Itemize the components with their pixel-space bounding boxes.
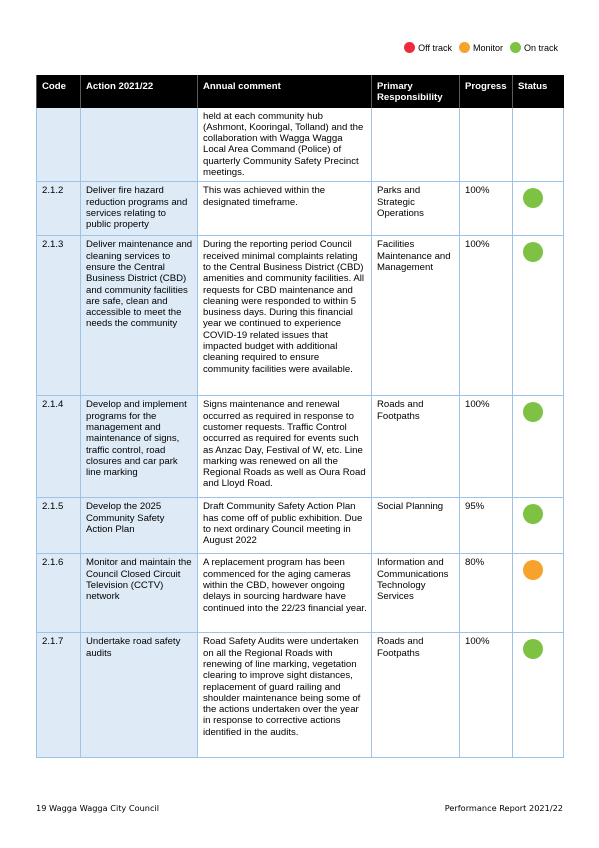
table-header-row: [37, 75, 564, 108]
comment-cell: During the reporting period Council received minimal complaints relating to the Central Business District (CBD) amenities and community facilities. All requests for CBD maintenance and cleaning were responded to within 5 business days. During this financial year we continued to experience COVID-19 related issues that impacted budget with additional cleaning required to ensure community facilities were available.: [198, 236, 372, 396]
table-row: [37, 396, 564, 498]
status-dot-icon: [523, 402, 543, 422]
column-header-action: Action 2021/22: [81, 75, 198, 108]
performance-table: [36, 75, 564, 758]
table-row: [37, 633, 564, 758]
status-cell: [513, 498, 564, 554]
responsibility-cell: Information and Communications Technology Services: [372, 554, 460, 633]
comment-cell: A replacement program has been commenced for the aging cameras within the CBD, however ongoing delays in sourcing hardware have continued into the 22/23 financial year.: [198, 554, 372, 633]
status-dot-icon: [523, 188, 543, 208]
comment-cell: This was achieved within the designated timeframe.: [198, 182, 372, 236]
progress-cell: 95%: [460, 498, 513, 554]
status-dot-icon: [523, 504, 543, 524]
progress-cell: 100%: [460, 396, 513, 498]
code-cell: 2.1.4: [37, 396, 81, 498]
comment-cell: Draft Community Safety Action Plan has come off of public exhibition. Due to next ordinary Council meeting in August 2022: [198, 498, 372, 554]
action-cell: Deliver fire hazard reduction programs and services relating to public property: [81, 182, 198, 236]
status-cell: [513, 108, 564, 182]
legend-label: Off track: [418, 42, 452, 53]
table-row: [37, 108, 564, 182]
status-cell: [513, 633, 564, 758]
action-cell: Deliver maintenance and cleaning services to ensure the Central Business District (CBD) and community facilities are safe, clean and accessible to meet the needs the community: [81, 236, 198, 396]
responsibility-cell: Parks and Strategic Operations: [372, 182, 460, 236]
code-cell: 2.1.7: [37, 633, 81, 758]
status-dot-icon: [523, 560, 543, 580]
code-cell: 2.1.3: [37, 236, 81, 396]
status-dot-icon: [523, 639, 543, 659]
responsibility-cell: Roads and Footpaths: [372, 396, 460, 498]
status-cell: [513, 554, 564, 633]
column-header-comment: Annual comment: [198, 75, 372, 108]
status-cell: [513, 182, 564, 236]
legend-item-on-track: [510, 42, 558, 53]
column-header-responsibility: Primary Responsibility: [372, 75, 460, 108]
table-row: [37, 182, 564, 236]
column-header-code: Code: [37, 75, 81, 108]
comment-cell: Signs maintenance and renewal occurred as required in response to customer requests. Traffic Control occurred as required for events such as Anzac Day, Festival of W, etc. Line marking was renewed on all the Regional Roads as well as Oura Road and Lloyd Road.: [198, 396, 372, 498]
monitor-dot-icon: [459, 42, 470, 53]
legend-item-off-track: [404, 42, 452, 53]
code-cell: 2.1.2: [37, 182, 81, 236]
status-cell: [513, 396, 564, 498]
status-dot-icon: [523, 242, 543, 262]
responsibility-cell: Social Planning: [372, 498, 460, 554]
action-cell: Develop the 2025 Community Safety Action Plan: [81, 498, 198, 554]
comment-cell: Road Safety Audits were undertaken on all the Regional Roads with renewing of line marking, vegetation clearing to improve sight distances, replacement of guard railing and shoulder maintenance being some of the actions undertaken over the year in response to corrective actions identified in the audits.: [198, 633, 372, 758]
table-row: [37, 236, 564, 396]
status-cell: [513, 236, 564, 396]
responsibility-cell: [372, 108, 460, 182]
off-track-dot-icon: [404, 42, 415, 53]
legend-label: Monitor: [472, 42, 503, 53]
on-track-dot-icon: [510, 42, 521, 53]
legend-label: On track: [523, 42, 558, 53]
footer-page-label: 19 Wagga Wagga City Council: [36, 803, 160, 813]
action-cell: Undertake road safety audits: [81, 633, 198, 758]
progress-cell: 100%: [460, 633, 513, 758]
code-cell: [37, 108, 81, 182]
progress-cell: 100%: [460, 182, 513, 236]
progress-cell: 80%: [460, 554, 513, 633]
footer-report-title: Performance Report 2021/22: [444, 803, 563, 813]
action-cell: Develop and implement programs for the management and maintenance of signs, traffic control, road closures and car park line marking: [81, 396, 198, 498]
column-header-status: Status: [513, 75, 564, 108]
code-cell: 2.1.6: [37, 554, 81, 633]
responsibility-cell: Facilities Maintenance and Management: [372, 236, 460, 396]
comment-cell: held at each community hub (Ashmont, Kooringal, Tolland) and the collaboration with Wagga Wagga Local Area Command (Police) of quarterly Community Safety Precinct meetings.: [198, 108, 372, 182]
legend-item-monitor: [459, 42, 503, 53]
code-cell: 2.1.5: [37, 498, 81, 554]
status-legend: [397, 42, 558, 53]
action-cell: Monitor and maintain the Council Closed Circuit Television (CCTV) network: [81, 554, 198, 633]
progress-cell: 100%: [460, 236, 513, 396]
progress-cell: [460, 108, 513, 182]
action-cell: [81, 108, 198, 182]
table-row: [37, 554, 564, 633]
responsibility-cell: Roads and Footpaths: [372, 633, 460, 758]
column-header-progress: Progress: [460, 75, 513, 108]
table-row: [37, 498, 564, 554]
